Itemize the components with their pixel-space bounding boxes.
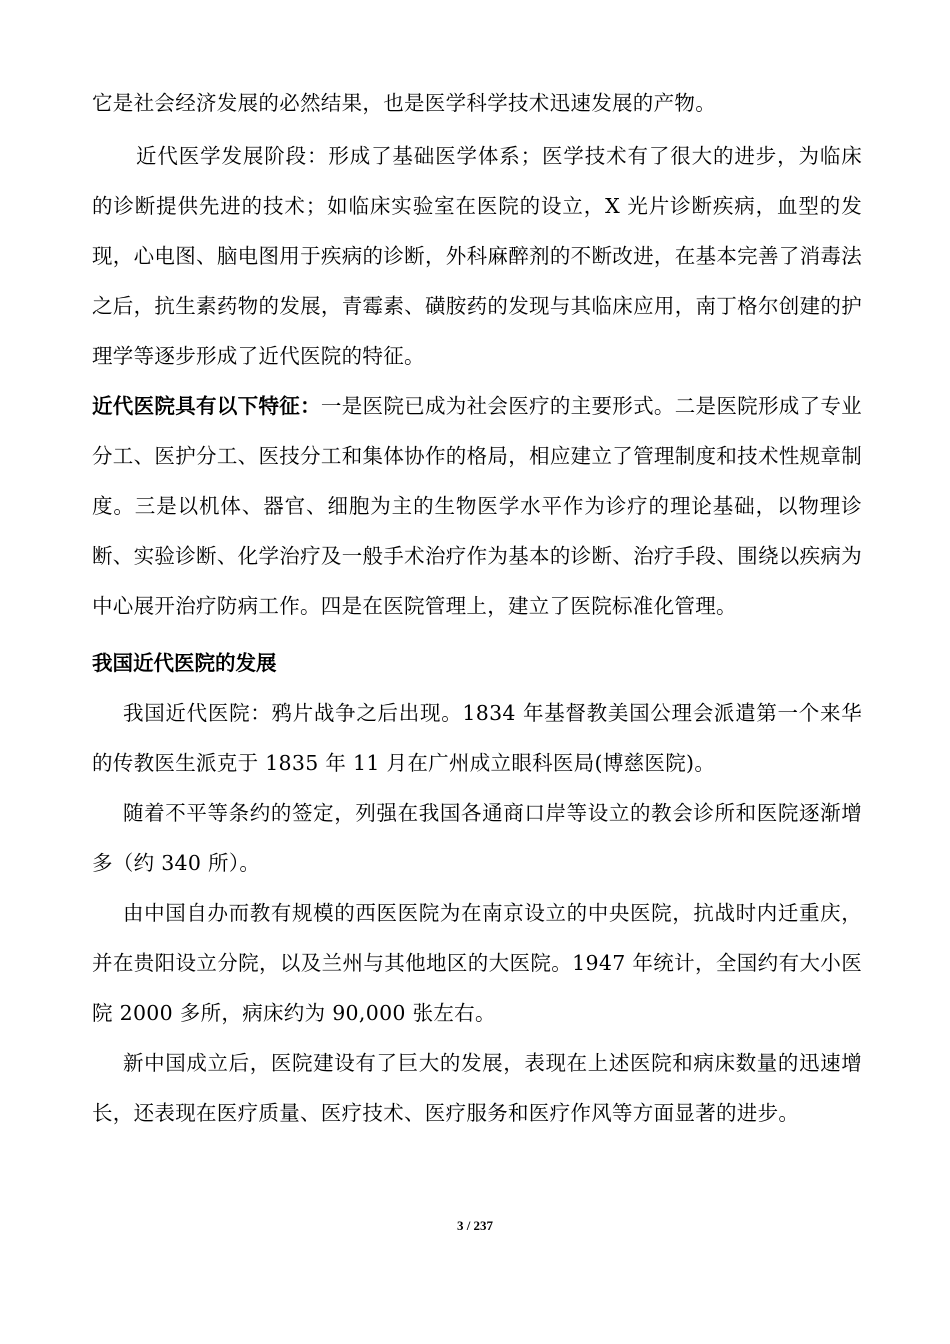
- features-heading: 近代医院具有以下特征：: [92, 394, 321, 418]
- paragraph-modern-medicine-stage: 近代医学发展阶段：形成了基础医学体系；医学技术有了很大的进步，为临床的诊断提供先进的技术；如临床实验室在医院的设立，X 光片诊断疾病，血型的发现，心电图、脑电图用于疾病的诊断，外科麻醉剂的不断改进，在基本完善了消毒法之后，抗生素药物的发展，青霉素、磺胺药的发现与其临床应用，南丁格尔创建的护理学等逐步形成了近代医院的特征。: [92, 144, 862, 368]
- paragraph-central-hospital: 由中国自办而教有规模的西医医院为在南京设立的中央医院，抗战时内迁重庆，并在贵阳设立分院，以及兰州与其他地区的大医院。1947 年统计，全国约有大小医院 2000 多所，病床约为 90,000 张左右。: [92, 901, 862, 1025]
- page-number: 3 / 237: [456, 1218, 494, 1233]
- section-heading-china-hospitals: 我国近代医院的发展: [92, 651, 277, 675]
- features-text: 一是医院已成为社会医疗的主要形式。二是医院形成了专业分工、医护分工、医技分工和集体协作的格局，相应建立了管理制度和技术性规章制度。三是以机体、器官、细胞为主的生物医学水平作为诊疗的理论基础，以物理诊断、实验诊断、化学治疗及一般手术治疗作为基本的诊断、治疗手段、围绕以疾病为中心展开治疗防病工作。四是在医院管理上，建立了医院标准化管理。: [92, 394, 862, 618]
- paragraph-mission-hospitals: 随着不平等条约的签定，列强在我国各通商口岸等设立的教会诊所和医院逐渐增多（约 340 所）。: [92, 801, 862, 875]
- paragraph-continuation: 它是社会经济发展的必然结果，也是医学科学技术迅速发展的产物。: [92, 91, 716, 115]
- paragraph-china-first-hospital: 我国近代医院：鸦片战争之后出现。1834 年基督教美国公理会派遣第一个来华的传教医生派克于 1835 年 11 月在广州成立眼科医局(博慈医院)。: [92, 701, 862, 775]
- paragraph-modern-hospital-features: [92, 381, 862, 631]
- spacer: [92, 631, 862, 638]
- paragraph-new-china: 新中国成立后，医院建设有了巨大的发展，表现在上述医院和病床数量的迅速增长，还表现在医疗质量、医疗技术、医疗服务和医疗作风等方面显著的进步。: [92, 1051, 862, 1125]
- document-body: [92, 78, 862, 1138]
